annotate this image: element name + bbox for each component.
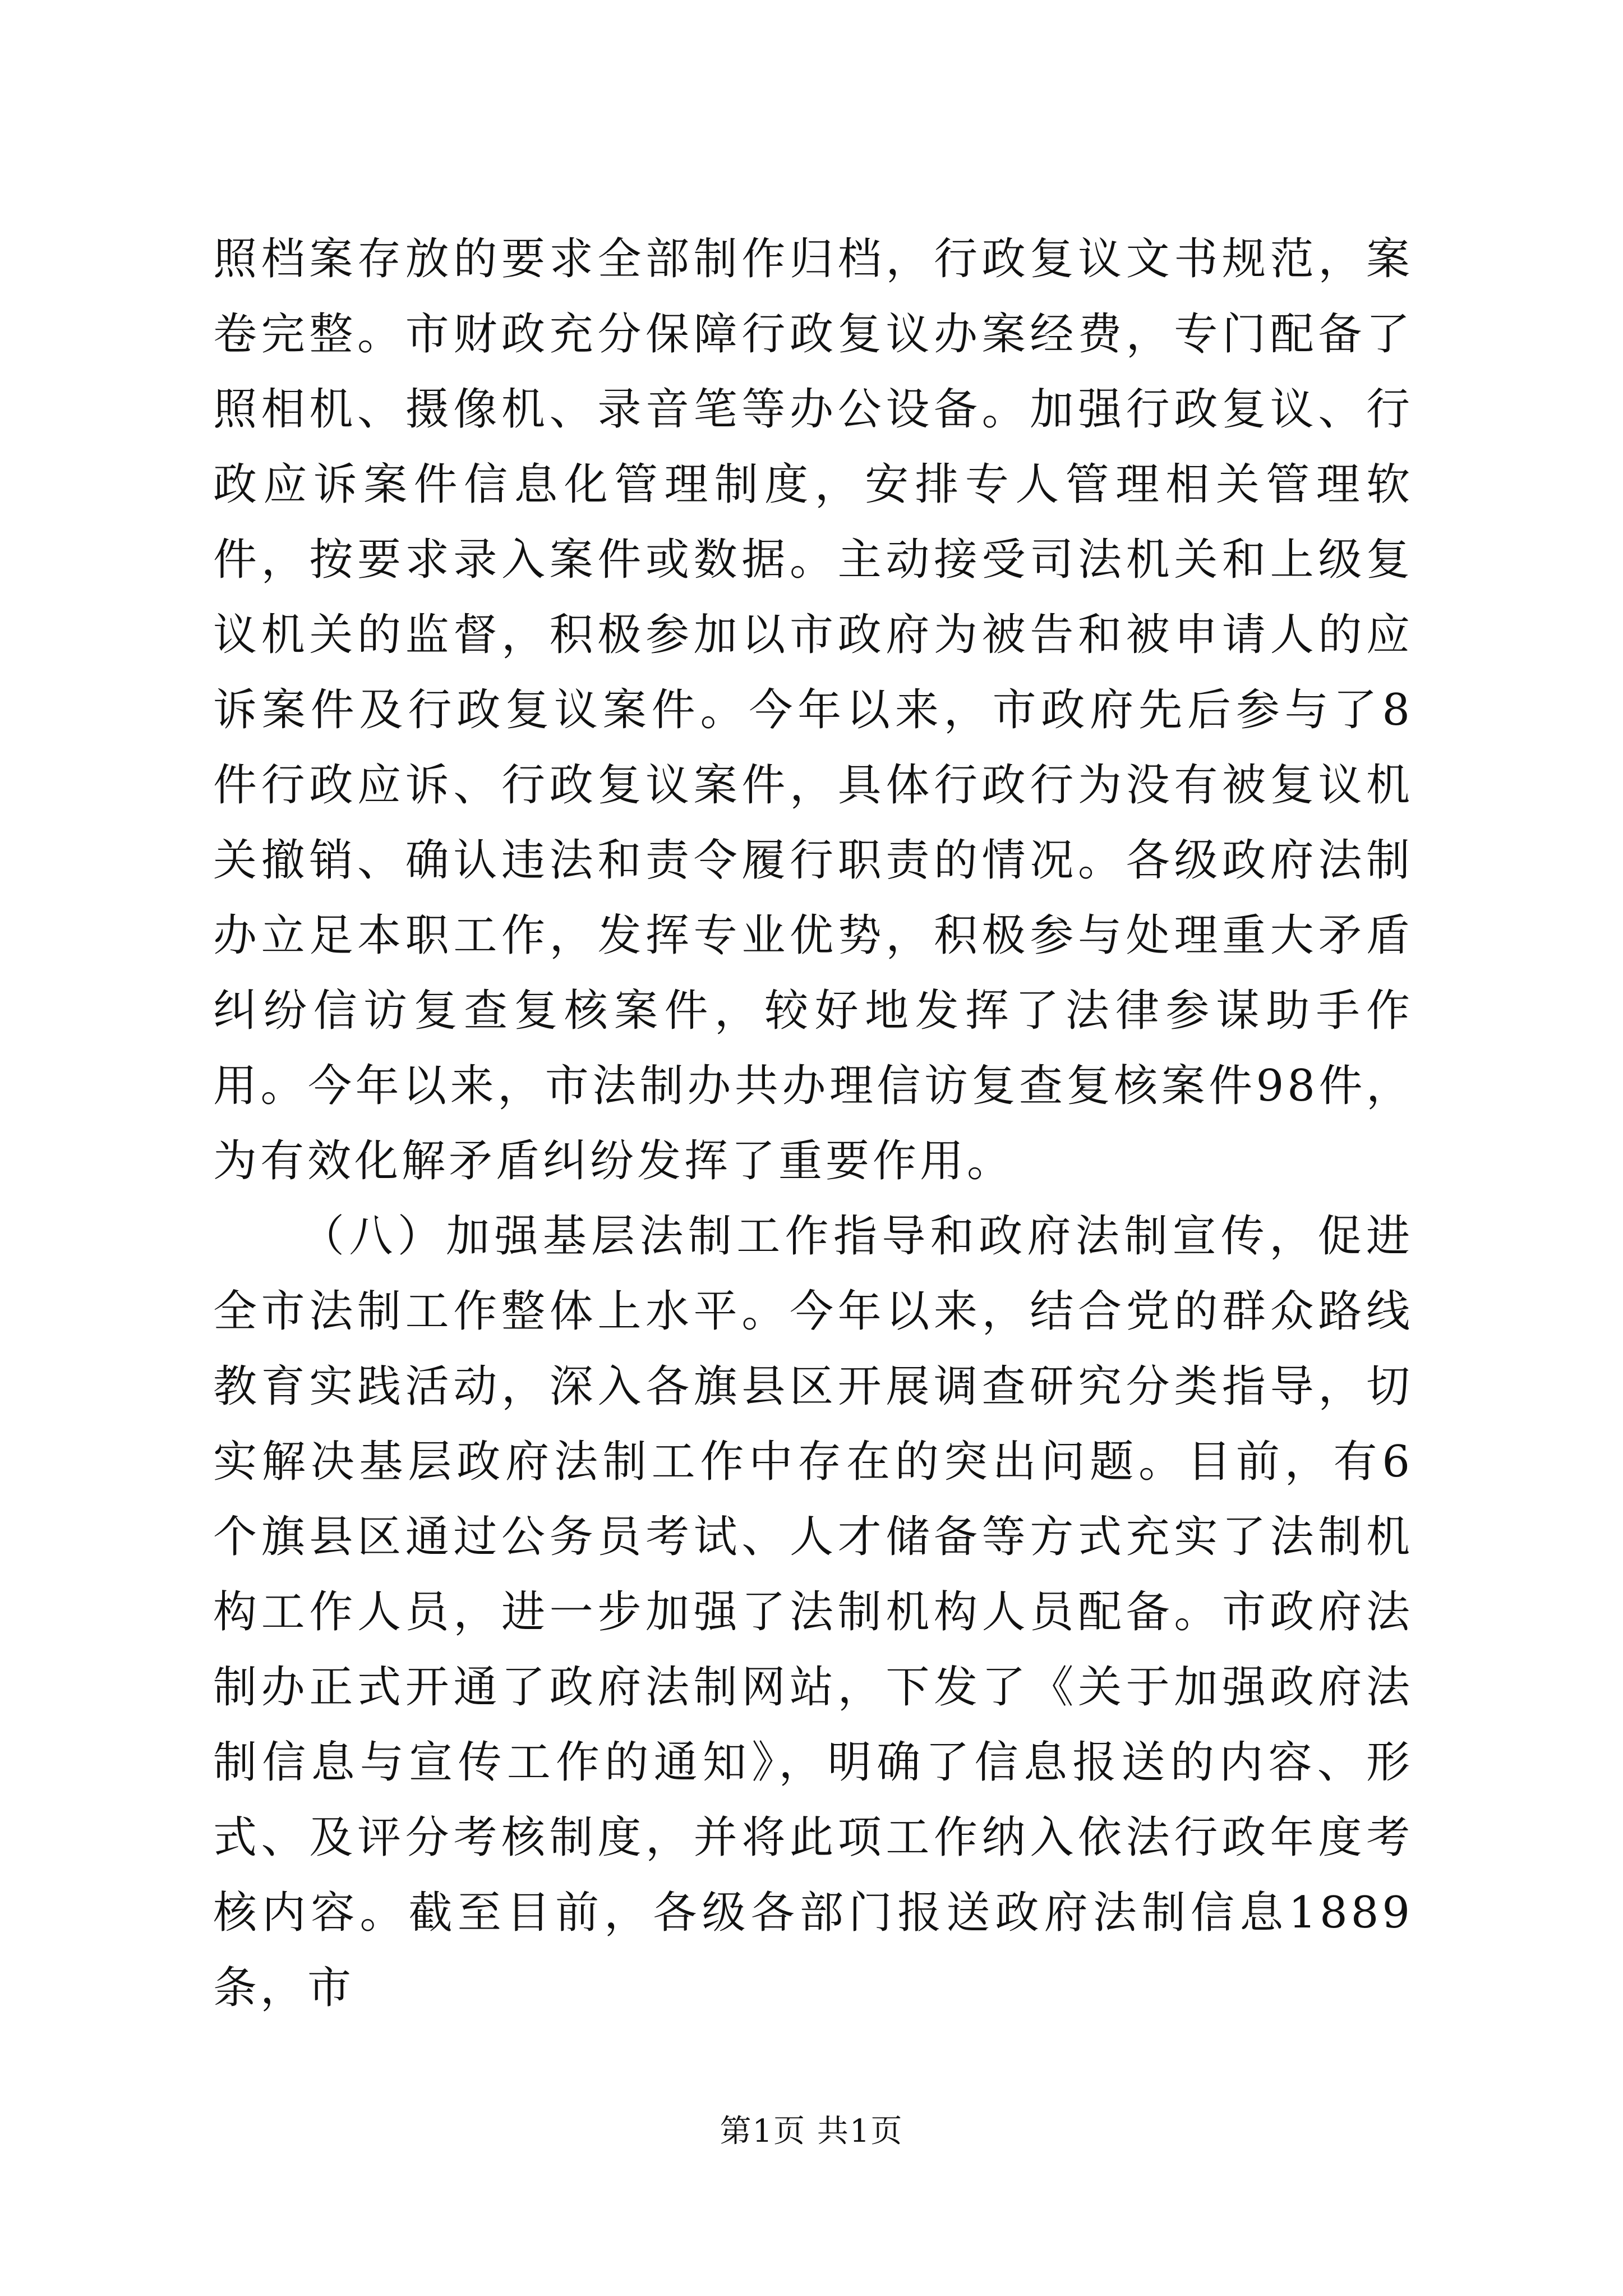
page-number-footer: 第1页 共1页 (720, 2113, 903, 2150)
document-body (213, 222, 1413, 2026)
paragraph-continuation: 照档案存放的要求全部制作归档，行政复议文书规范，案卷完整。市财政充分保障行政复议办案经费，专门配备了照相机、摄像机、录音笔等办公设备。加强行政复议、行政应诉案件信息化管理制度，安排专人管理相关管理软件，按要求录入案件或数据。主动接受司法机关和上级复议机关的监督，积极参加以市政府为被告和被申请人的应诉案件及行政复议案件。今年以来，市政府先后参与了8件行政应诉、行政复议案件，具体行政行为没有被复议机关撤销、确认违法和责令履行职责的情况。各级政府法制办立足本职工作，发挥专业优势，积极参与处理重大矛盾纠纷信访复查复核案件，较好地发挥了法律参谋助手作用。今年以来，市法制办共办理信访复查复核案件98件，为有效化解矛盾纠纷发挥了重要作用。 (213, 234, 1413, 1186)
paragraph-section-eight: （八）加强基层法制工作指导和政府法制宣传，促进全市法制工作整体上水平。今年以来，结合党的群众路线教育实践活动，深入各旗县区开展调查研究分类指导，切实解决基层政府法制工作中存在的突出问题。目前，有6个旗县区通过公务员考试、人才储备等方式充实了法制机构工作人员，进一步加强了法制机构人员配备。市政府法制办正式开通了政府法制网站，下发了《关于加强政府法制信息与宣传工作的通知》，明确了信息报送的内容、形式、及评分考核制度，并将此项工作纳入依法行政年度考核内容。截至目前，各级各部门报送政府法制信息1889条，市 (213, 1211, 1413, 2013)
